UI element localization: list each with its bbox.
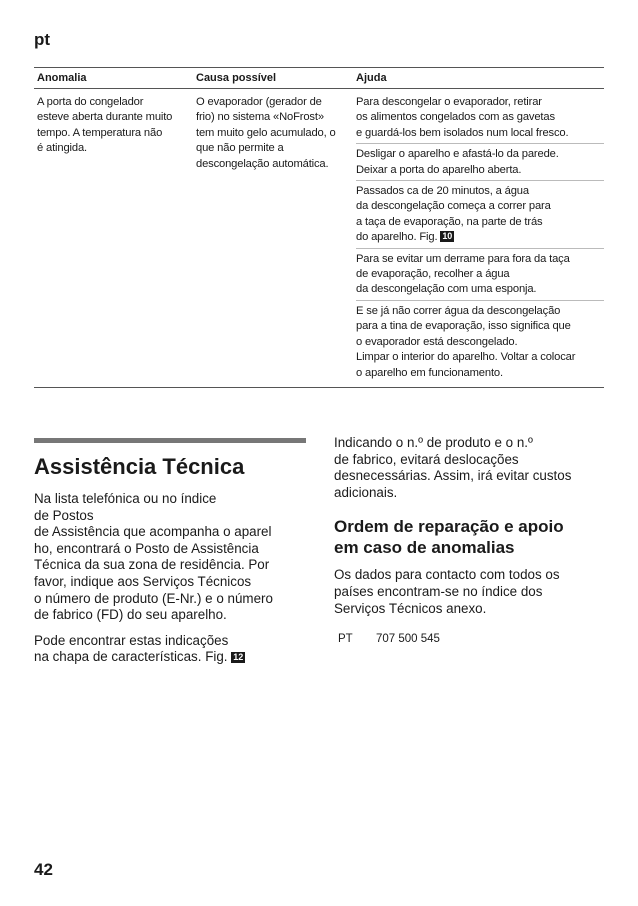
table-header-row (34, 67, 604, 89)
text-line: E se já não correr água da descongelação (356, 304, 561, 317)
text-line: o número de produto (E-Nr.) e o número (34, 590, 273, 606)
text-line: Técnica da sua zona de residência. Por (34, 557, 270, 573)
repair-section (334, 435, 606, 645)
text-line: O evaporador (gerador de (196, 96, 322, 108)
help-step (356, 184, 604, 249)
text-line: Limpar o interior do aparelho. Voltar a colocar (356, 351, 576, 364)
repair-text (334, 567, 606, 617)
text-line: adicionais. (334, 484, 398, 500)
figure-reference: 10 (442, 231, 453, 242)
text-line: o evaporador está descongelado. (356, 335, 518, 348)
language-code: pt (34, 30, 51, 49)
text-line: desnecessárias. Assim, irá evitar custos (334, 468, 572, 484)
text-line: que não permite a (196, 142, 284, 155)
text-line: para a tina de evaporação, isso significa que (356, 320, 571, 333)
text-line: países encontram-se no índice dos (334, 583, 543, 599)
troubleshooting-table (34, 67, 604, 388)
contact-phone: 707 500 545 (376, 633, 440, 646)
text-line: Para descongelar o evaporador, retirar (356, 96, 542, 108)
text-line: Os dados para contacto com todos os (334, 567, 560, 583)
text-line: Pode encontrar estas indicações (34, 632, 229, 648)
text-line: do aparelho. Fig. 10 (356, 231, 453, 244)
cause-cell (196, 95, 356, 383)
contact-country: PT (338, 633, 353, 646)
help-step (356, 304, 604, 383)
text-line: Desligar o aparelho e afastá-lo da parede. (356, 148, 559, 161)
figure-reference: 12 (233, 652, 244, 663)
text-line: esteve aberta durante muito (37, 111, 173, 124)
text-line: de Postos (34, 507, 94, 523)
text-line: tem muito gelo acumulado, o (196, 126, 336, 139)
text-line: A porta do congelador (37, 96, 144, 108)
help-cell (356, 95, 604, 383)
text-line: Serviços Técnicos anexo. (334, 600, 487, 616)
section-divider (34, 438, 306, 443)
text-line: da descongelação começa a correr para (356, 200, 551, 213)
text-line: o aparelho em funcionamento. (356, 366, 503, 379)
text-line: Para se evitar um derrame para fora da taça (356, 252, 570, 265)
text-line: frio) no sistema «NoFrost» (196, 111, 324, 124)
help-step (356, 252, 604, 301)
text-line: de evaporação, recolher a água (356, 268, 510, 281)
text-line: Indicando o n.º de produto e o n.º (334, 435, 533, 450)
help-step (356, 147, 604, 181)
help-step (356, 95, 604, 144)
text-line: de fabrico (FD) do seu aparelho. (34, 607, 227, 623)
service-title: Assistência Técnica (34, 454, 245, 479)
text-line: Na lista telefónica ou no índice (34, 491, 217, 506)
contact-row (334, 633, 606, 645)
column-header-anomaly: Anomalia (37, 72, 87, 84)
text-line: tempo. A temperatura não (37, 126, 163, 139)
text-line: e guardá-los bem isolados num local fresco. (356, 126, 569, 139)
table-row (34, 89, 604, 388)
service-paragraph-3 (334, 435, 606, 501)
text-line: de fabrico, evitará deslocações (334, 451, 519, 467)
service-section (34, 438, 306, 666)
repair-title (334, 516, 606, 558)
text-line: na chapa de características. Fig. 12 (34, 649, 244, 665)
text-line: a taça de evaporação, na parte de trás (356, 215, 543, 228)
service-paragraph-2 (34, 633, 306, 666)
text-line: ho, encontrará o Posto de Assistência (34, 540, 259, 556)
page-number: 42 (34, 860, 53, 879)
column-header-help: Ajuda (356, 72, 387, 84)
anomaly-cell (34, 95, 196, 383)
text-line: é atingida. (37, 142, 87, 155)
text-line: os alimentos congelados com as gavetas (356, 111, 555, 124)
title-line: em caso de anomalias (334, 538, 515, 558)
title-line: Ordem de reparação e apoio (334, 517, 564, 537)
text-line: da descongelação com uma esponja. (356, 283, 537, 296)
text-line: favor, indique aos Serviços Técnicos (34, 573, 252, 589)
service-paragraph-1 (34, 491, 306, 624)
column-header-cause: Causa possível (196, 72, 277, 84)
text-line: de Assistência que acompanha o aparel (34, 524, 272, 540)
text-line: Passados ca de 20 minutos, a água (356, 185, 529, 198)
text-line: descongelação automática. (196, 157, 329, 170)
text-line: Deixar a porta do aparelho aberta. (356, 163, 522, 176)
